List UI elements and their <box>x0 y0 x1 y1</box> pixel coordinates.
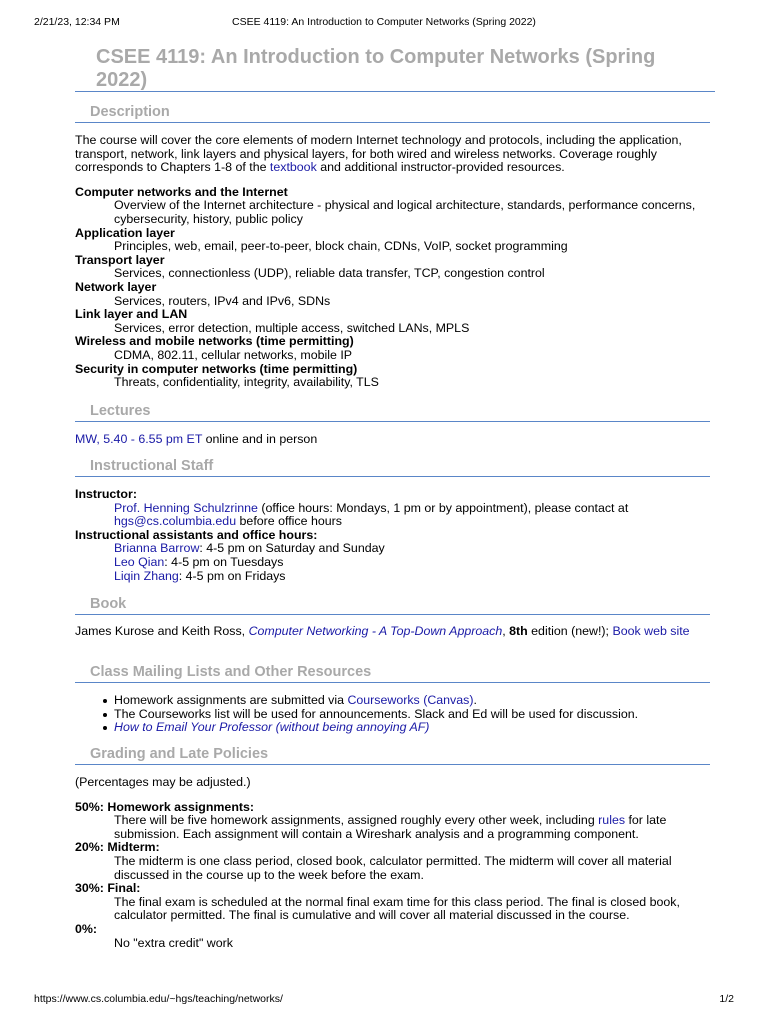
grading-item-label: 20%: Midterm: <box>75 840 160 855</box>
book-title-link[interactable]: Computer Networking - A Top-Down Approach <box>248 624 503 638</box>
topic-title: Application layer <box>75 225 175 240</box>
title-divider <box>75 91 715 92</box>
topic-detail: Services, routers, IPv4 and IPv6, SDNs <box>114 293 331 308</box>
resources-section <box>75 694 715 735</box>
section-divider <box>75 614 710 615</box>
page-title: CSEE 4119: An Introduction to Computer Networks (Spring 2022) <box>96 46 656 91</box>
topic-detail: CDMA, 802.11, cellular networks, mobile IP <box>114 347 353 362</box>
section-heading-description: Description <box>90 104 170 120</box>
topic-detail: Services, connectionless (UDP), reliable data transfer, TCP, congestion control <box>114 266 545 281</box>
print-date: 2/21/23, 12:34 PM <box>34 16 120 28</box>
section-divider <box>75 476 710 477</box>
ta-link[interactable]: Brianna Barrow <box>114 541 200 556</box>
grading-item-label: 50%: Homework assignments: <box>75 799 255 814</box>
topic-title: Computer networks and the Internet <box>75 184 288 199</box>
lectures-section: MW, 5.40 - 6.55 pm ET online and in person <box>75 432 318 446</box>
topic-detail: Principles, web, email, peer-to-peer, block chain, CDNs, VoIP, socket programming <box>114 239 568 254</box>
print-header <box>0 16 768 32</box>
page-number: 1/2 <box>719 993 734 1005</box>
topic-detail: Overview of the Internet architecture - physical and logical architecture, standards, performance concerns, cybersecurity, history, public policy <box>114 198 696 226</box>
book-edition: 8th <box>509 624 528 638</box>
section-heading-book: Book <box>90 596 127 612</box>
ta-link[interactable]: Leo Qian <box>114 554 165 569</box>
topic-title: Security in computer networks (time permitting) <box>75 361 358 376</box>
page-url: https://www.cs.columbia.edu/~hgs/teaching/networks/ <box>34 993 283 1005</box>
email-link[interactable]: hgs@cs.columbia.edu <box>114 514 237 529</box>
topic-title: Link layer and LAN <box>75 307 188 322</box>
ta-item: Brianna Barrow: 4-5 pm on Saturday and Sunday <box>114 541 385 556</box>
late-rules-link[interactable]: rules <box>598 813 626 828</box>
ta-item: Leo Qian: 4-5 pm on Tuesdays <box>114 554 284 569</box>
ta-link[interactable]: Liqin Zhang <box>114 568 179 583</box>
resources-list <box>75 694 715 735</box>
description-intro: The course will cover the core elements of modern Internet technology and protocols, including the application, transport, network, link layers and physical layers, for both wired and wireless networks. Coverage roughly corresponds to Chapters 1-8 of the textbook and additional instructor-provided resources. <box>75 133 682 175</box>
section-divider <box>75 122 710 123</box>
list-item: Homework assignments are submitted via Courseworks (Canvas). <box>75 694 715 708</box>
grading-item-label: 0%: <box>75 921 98 936</box>
instructor-link[interactable]: Prof. Henning Schulzrinne <box>114 500 258 515</box>
ta-label: Instructional assistants and office hours: <box>75 527 318 542</box>
instructor-info: Prof. Henning Schulzrinne (office hours: Mondays, 1 pm or by appointment), please contact at hgs@cs.columbia.edu before office hours <box>114 500 629 529</box>
topic-detail: Threats, confidentiality, integrity, availability, TLS <box>114 375 379 390</box>
ta-item: Liqin Zhang: 4-5 pm on Fridays <box>114 568 286 583</box>
list-item <box>75 721 715 735</box>
email-professor-link[interactable]: How to Email Your Professor (without being annoying AF) <box>114 720 430 735</box>
list-item: The Courseworks list will be used for announcements. Slack and Ed will be used for discussion. <box>75 708 715 722</box>
lecture-schedule-link[interactable]: MW, 5.40 - 6.55 pm ET <box>75 432 203 446</box>
topic-list <box>75 186 715 390</box>
book-website-link[interactable]: Book web site <box>612 624 690 638</box>
section-heading-lectures: Lectures <box>90 403 151 419</box>
section-divider <box>75 421 710 422</box>
topic-title: Transport layer <box>75 252 165 267</box>
section-heading-grading: Grading and Late Policies <box>90 746 269 762</box>
section-divider <box>75 764 710 765</box>
grading-item-detail: No "extra credit" work <box>114 935 233 950</box>
textbook-link[interactable]: textbook <box>269 160 317 175</box>
grading-note: (Percentages may be adjusted.) <box>75 775 251 789</box>
grading-item-detail: The midterm is one class period, closed book, calculator permitted. The midterm will cover all material discussed in the course up to the week before the exam. <box>114 853 672 882</box>
courseworks-link[interactable]: Courseworks (Canvas) <box>347 693 474 707</box>
description-section <box>75 134 715 390</box>
grading-item-label: 30%: Final: <box>75 881 141 896</box>
topic-detail: Services, error detection, multiple access, switched LANs, MPLS <box>114 320 470 335</box>
section-heading-staff: Instructional Staff <box>90 458 214 474</box>
grading-section <box>75 776 715 950</box>
ta-list <box>114 542 715 583</box>
book-section: James Kurose and Keith Ross, Computer Networking - A Top-Down Approach, 8th edition (new!); Book web site <box>75 624 690 638</box>
topic-title: Network layer <box>75 279 157 294</box>
staff-section <box>75 488 715 583</box>
instructor-label: Instructor: <box>75 487 137 501</box>
grading-item-detail: The final exam is scheduled at the normal final exam time for this class period. The final is closed book, calculator permitted. The final is cumulative and will cover all material discussed in the course. <box>114 894 680 923</box>
section-divider <box>75 682 710 683</box>
topic-title: Wireless and mobile networks (time permitting) <box>75 334 354 349</box>
grading-item-detail: There will be five homework assignments, assigned roughly every other week, including rules for late submission. Each assignment will contain a Wireshark analysis and a programming component. <box>114 813 667 841</box>
print-title: CSEE 4119: An Introduction to Computer Networks (Spring 2022) <box>232 16 536 28</box>
section-heading-resources: Class Mailing Lists and Other Resources <box>90 664 372 680</box>
